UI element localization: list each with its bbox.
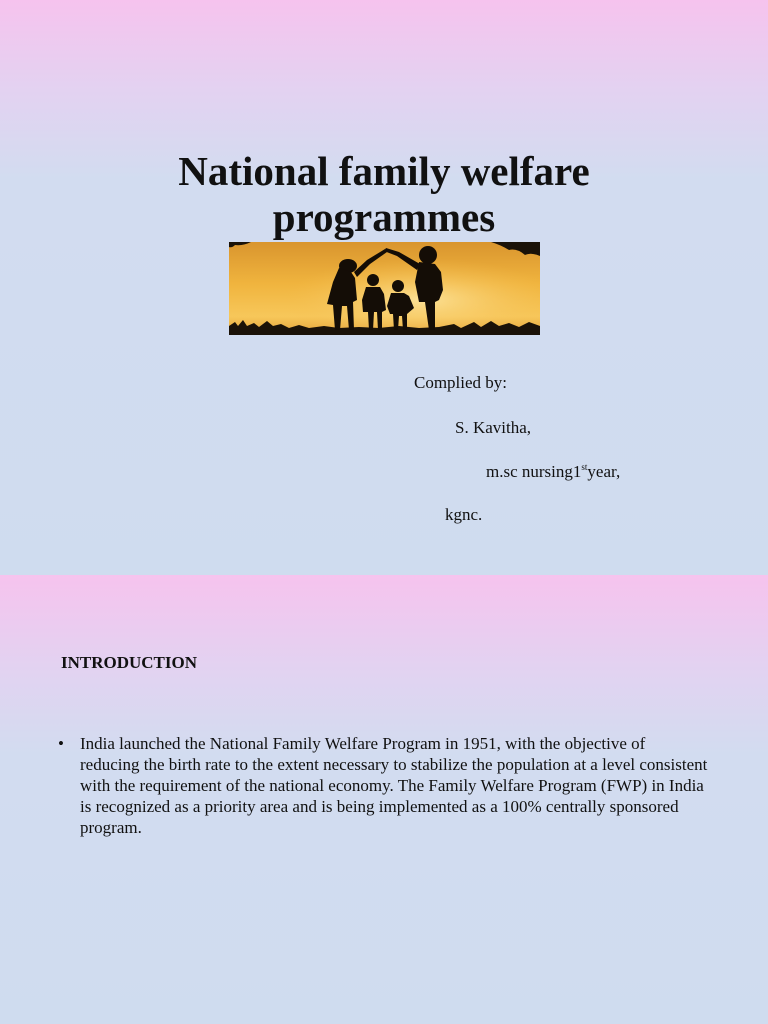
introduction-bullet-list xyxy=(58,733,708,838)
slide-title-line-2: programmes xyxy=(272,194,496,240)
introduction-bullet-text: India launched the National Family Welfare Program in 1951, with the objective of reducing the birth rate to the extent necessary to stabilize the population at a level consistent with the requirement of the national economy. The Family Welfare Program (FWP) in India is recognized as a priority area and is being implemented as a 100% centrally sponsored program. xyxy=(80,734,708,837)
author-name: S. Kavitha, xyxy=(455,418,532,437)
author-course-prefix: m.sc nursing1 xyxy=(486,462,582,481)
compiled-by-label: Complied by: xyxy=(414,373,508,392)
family-silhouette-sunset-image xyxy=(229,242,540,335)
author-institution: kgnc. xyxy=(445,505,483,524)
author-course-suffix: year, xyxy=(587,462,621,481)
slide-title-line-1: National family welfare xyxy=(178,148,590,194)
introduction-slide xyxy=(0,575,768,1024)
introduction-heading: INTRODUCTION xyxy=(61,653,198,672)
author-course-superscript: st xyxy=(581,462,588,472)
slide-title xyxy=(0,148,768,240)
bullet-icon: • xyxy=(58,734,64,753)
author-course xyxy=(486,462,620,482)
introduction-bullet-item xyxy=(58,733,708,838)
